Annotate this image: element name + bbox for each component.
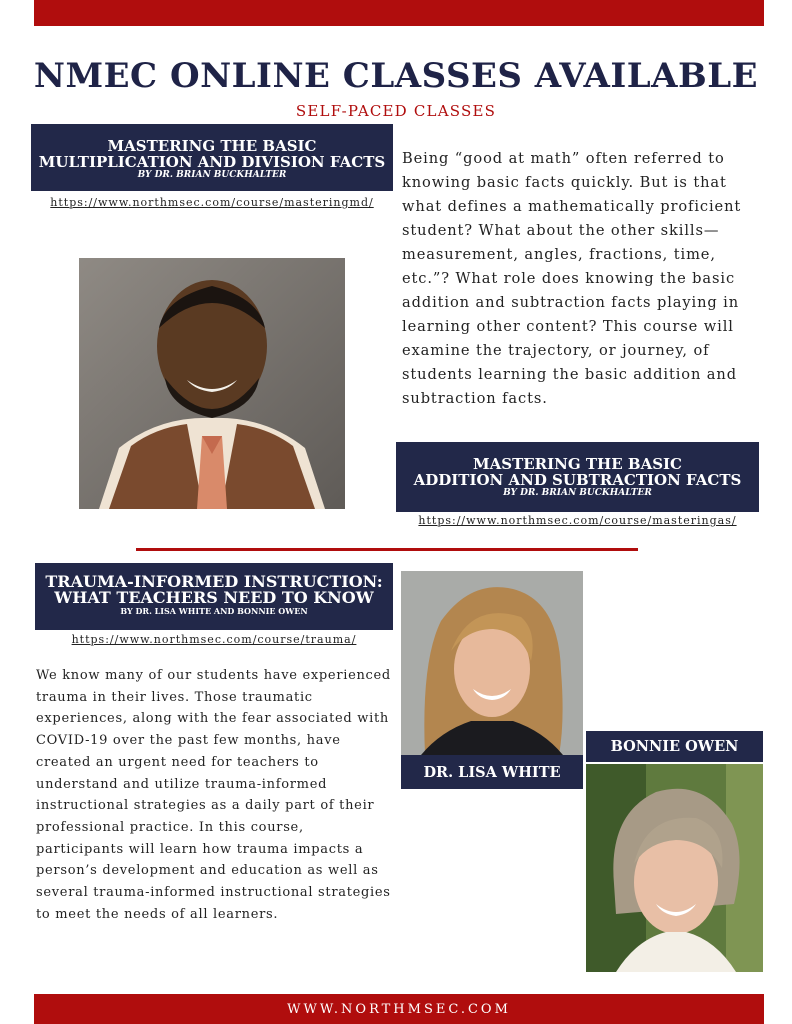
course2-link[interactable]: https://www.northmsec.com/course/masteringas/ [418, 514, 737, 527]
course1-link[interactable]: https://www.northmsec.com/course/masteringmd/ [50, 196, 374, 209]
bonnie-owen-name: BONNIE OWEN [586, 731, 763, 762]
course1-title-line1: MASTERING THE BASIC [107, 137, 317, 155]
course2-banner [396, 442, 759, 512]
course3-title-line1: TRAUMA-INFORMED INSTRUCTION: [45, 572, 383, 591]
lisa-white-name: DR. LISA WHITE [401, 755, 583, 789]
lisa-white-photo [401, 571, 583, 755]
page-title: NMEC ONLINE CLASSES AVAILABLE [33, 56, 759, 96]
portrait-illustration [79, 258, 345, 509]
page-subtitle: SELF-PACED CLASSES [295, 102, 497, 120]
course1-author: BY DR. BRIAN BUCKHALTER [137, 170, 287, 180]
top-red-bar [34, 0, 764, 26]
section-divider [136, 548, 638, 551]
course1-description: Being “good at math” often referred to knowing basic facts quickly. But is that what defines a mathematically proficient student? What about the other skills—measurement, angles, fractions, time, etc.”? What role does knowing the basic addition and subtraction facts playing in learning other content? This course will examine the trajectory, or journey, of students learning the basic addition and subtraction facts. [402, 150, 742, 407]
course2-title-line2: ADDITION AND SUBTRACTION FACTS [413, 471, 742, 489]
course3-title-line2: WHAT TEACHERS NEED TO KNOW [54, 588, 374, 607]
course1-title-line2: MULTIPLICATION AND DIVISION FACTS [38, 153, 386, 171]
course3-description: We know many of our students have experienced trauma in their lives. Those traumatic experiences, along with the fear associated with COVID-19 over the past few months, have created an urgent need for teachers to understand and utilize trauma-informed instructional strategies as a daily part of their professional practice. In this course, participants will learn how trauma impacts a person’s development and education as well as several trauma-informed instructional strategies to meet the needs of all learners. [36, 668, 391, 922]
footer-bar [34, 994, 764, 1024]
brian-buckhalter-photo [79, 258, 345, 509]
course3-author: BY DR. LISA WHITE AND BONNIE OWEN [120, 606, 308, 616]
course2-author: BY DR. BRIAN BUCKHALTER [503, 488, 652, 498]
bonnie-owen-photo [586, 764, 763, 972]
course3-banner [35, 563, 393, 630]
course3-link[interactable]: https://www.northmsec.com/course/trauma/ [71, 633, 357, 646]
portrait-illustration [586, 764, 763, 972]
course1-banner [31, 124, 393, 191]
course2-title-line1: MASTERING THE BASIC [473, 455, 682, 473]
footer-website[interactable]: WWW.NORTHMSEC.COM [287, 1001, 511, 1017]
portrait-illustration [401, 571, 583, 755]
